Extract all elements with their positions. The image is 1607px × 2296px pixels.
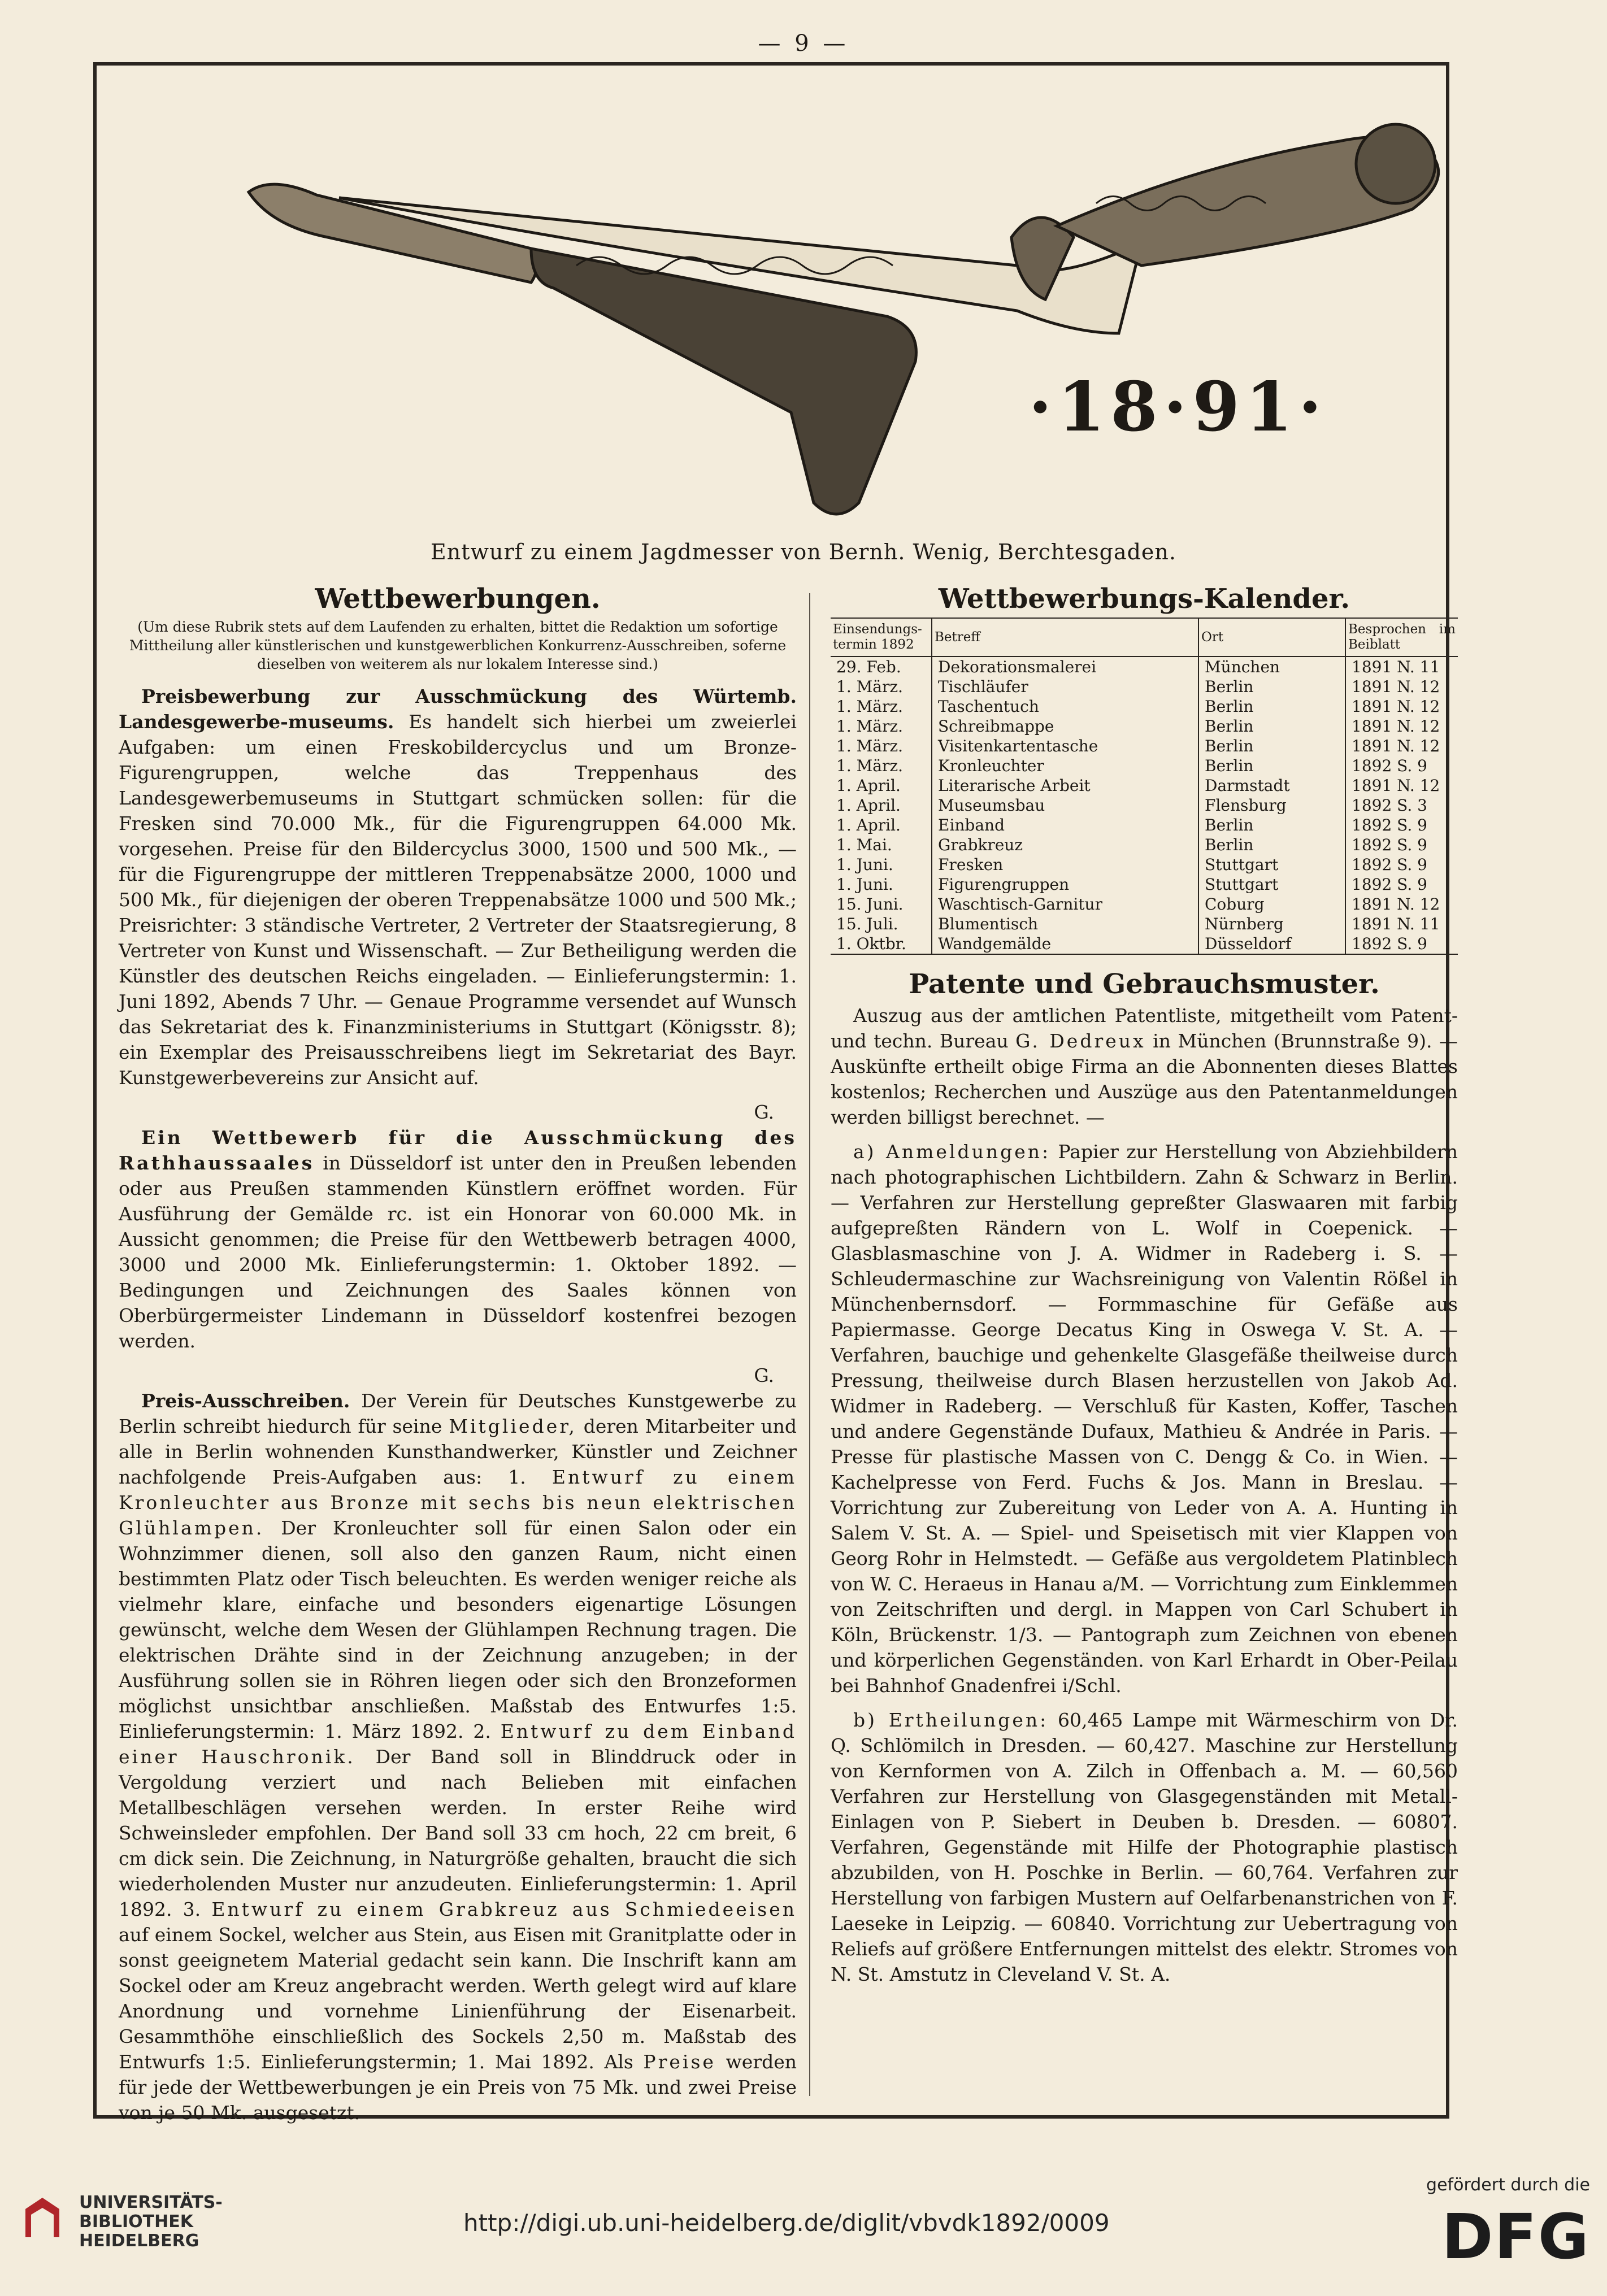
table-cell: Blumentisch (932, 914, 1198, 934)
table-cell: 1891 N. 12 (1345, 697, 1458, 716)
signature: G. (754, 1364, 774, 1386)
task-title: Entwurf zu einem Grabkreuz aus Schmiedeeisen (211, 1898, 797, 1920)
table-cell: Dekorationsmalerei (932, 656, 1198, 677)
table-cell: 1891 N. 12 (1345, 736, 1458, 756)
article-body: werden für jede der Wettbewerbungen je ein Preis von 75 Mk. und zwei Preise von je 50 Mk. ausgesetzt. (119, 2051, 797, 2124)
table-cell: 1891 N. 12 (1345, 894, 1458, 914)
section-label: b) Ertheilungen: (853, 1709, 1049, 1731)
table-cell: 15. Juli. (836, 915, 898, 933)
table-cell: 29. Feb. (836, 658, 901, 676)
table-cell: Einband (932, 815, 1198, 835)
editorial-note: (Um diese Rubrik stets auf dem Laufenden zu erhalten, bittet die Redaktion um sofortige Mittheilung aller künstlerischen und kunstgewerblichen Konkurrenz-Ausschreiben, soferne dieselben von weiterem als nur lokalem Interesse sind.) (129, 619, 787, 672)
table-cell: 1891 N. 11 (1345, 656, 1458, 677)
table-row (831, 736, 1458, 756)
table-cell: Darmstadt (1198, 776, 1345, 795)
footer-bar (0, 2147, 1607, 2296)
table-cell: Düsseldorf (1198, 934, 1345, 954)
table-cell: Stuttgart (1198, 855, 1345, 875)
table-cell: Nürnberg (1198, 914, 1345, 934)
table-cell: Museumsbau (932, 795, 1198, 815)
table-cell: Grabkreuz (932, 835, 1198, 855)
table-cell: Wandgemälde (932, 934, 1198, 954)
table-cell: Waschtisch-Garnitur (932, 894, 1198, 914)
funding-note: gefördert durch die (1426, 2175, 1590, 2195)
table-cell: 1891 N. 12 (1345, 716, 1458, 736)
table-cell: 1. Juni. (836, 855, 893, 874)
table-cell: 1892 S. 9 (1345, 934, 1458, 954)
section-body: Papier zur Herstellung von Abziehbildern nach photographischen Lichtbildern. Zahn & Schwarz in Berlin. — Verfahren zur Herstellung gepreßter Glaswaaren mit farbig aufgepreßten Rändern von L. Wolf in Coepenick. — Glasblasmaschine von J. A. Widmer in Radeberg i. S. — Schleudermaschine zur Wachsreinigung von Valentin Rößel in Münchenbernsdorf. — Formmaschine für Gefäße aus Papiermasse. George Decatus King in Oswega V. St. A. — Verfahren, bauchige und gehenkelte Glasgefäße theilweise durch Pressung, theilweise durch Blasen herzustellen von Jakob Ad. Widmer in Radeberg. — Verschluß für Kasten, Koffer, Taschen und andere Gegenstände Dufaux, Mathieu & Andrée in Paris. — Presse für plastische Massen von C. Dengg & Co. in Wien. — Kachelpresse von Ferd. Fuchs & Jos. Mann in Breslau. — Vorrichtung zur Zubereitung von Leder von A. A. Hunting in Salem V. St. A. — Spiel- und Speisetisch mit vier Klappen von Georg Rohr in Helmstedt. — Gefäße aus vergoldetem Platinblech von W. C. Heraeus in Hanau a/M. — Vorrichtung zum Einklemmen von Zeitschriften und dergl. in Mappen von Carl Schubert in Köln, Brückenstr. 1/3. — Pantograph zum Zeichnen von ebenen und körperlichen Gegenständen. von Karl Erhardt in Ober-Peilau bei Bahnhof Gnadenfrei i/Schl. (831, 1141, 1458, 1697)
section-body: 60,465 Lampe mit Wärmeschirm von Dr. Q. Schlömilch in Dresden. — 60,427. Maschine zur Herstellung von Kernformen von A. Zilch in Offenbach a. M. — 60,560 Verfahren zur Herstellung von Glasgegenständen mit Metall-Einlagen von P. Siebert in Deuben b. Dresden. — 60807. Verfahren, Gegenstände mit Hilfe der Photographie plastisch abzubilden, von H. Poschke in Berlin. — 60,764. Verfahren zur Herstellung von farbigen Mustern auf Oelfarbenanstrichen von F. Laeseke in Leipzig. — 60840. Vorrichtung zur Uebertragung von Reliefs auf größere Entfernungen mittelst des elektr. Stromes von N. St. Amstutz in Cleveland V. St. A. (831, 1709, 1458, 1985)
table-cell: 1. April. (836, 796, 901, 815)
table-cell: Berlin (1198, 756, 1345, 776)
table-cell: Kronleuchter (932, 756, 1198, 776)
article-body: Der Band soll in Blinddruck oder in Vergoldung verziert und nach Belieben mit einfachen Metallbeschlägen versehen werden. In erster Reihe wird Schweinsleder empfohlen. Der Band soll 33 cm hoch, 22 cm breit, 6 cm dick sein. Die Zeichnung, in Naturgröße gehalten, braucht die sich wiederholenden Muster nur anzudeuten. Einlieferungstermin: 1. April 1892. 3. (119, 1746, 797, 1920)
table-row (831, 716, 1458, 736)
table-cell: 15. Juni. (836, 895, 904, 914)
table-row (831, 756, 1458, 776)
table-row (831, 677, 1458, 697)
wettbewerbungen-heading: Wettbewerbungen. (315, 583, 601, 615)
table-cell: Berlin (1198, 697, 1345, 716)
table-row (831, 914, 1458, 934)
table-row (831, 875, 1458, 894)
article-title: Ein Wettbewerb für die Ausschmückung des Rathhaussaales (119, 1127, 797, 1174)
column-header: Ort (1198, 618, 1345, 656)
table-cell: 1892 S. 3 (1345, 795, 1458, 815)
table-cell: 1892 S. 9 (1345, 875, 1458, 894)
table-cell: Visitenkartentasche (932, 736, 1198, 756)
article-body: Der Verein für Deutsches Kunstgewerbe zu Berlin schreibt hiedurch für seine (119, 1390, 797, 1437)
table-cell: 1. Juni. (836, 875, 893, 894)
table-cell: 1. März. (836, 697, 904, 716)
table-cell: 1891 N. 12 (1345, 677, 1458, 697)
patents-ertheilungen (831, 1707, 1458, 1987)
article-body: auf einem Sockel, welcher aus Stein, aus Eisen mit Granitplatte oder in sonst geeignetem Material gedacht sein kann. Die Inschrift kann am Sockel oder am Kreuz angebracht werden. Werth gelegt wird auf klare Anordnung und vornehme Linienführung der Eisenarbeit. Gesammthöhe einschließlich des Sockels 2,50 m. Maßstab des Entwurfs 1:5. Einlieferungstermin; 1. Mai 1892. Als (119, 1924, 797, 2073)
patents-anmeldungen (831, 1139, 1458, 1698)
table-cell: Stuttgart (1198, 875, 1345, 894)
table-cell: 1892 S. 9 (1345, 815, 1458, 835)
table-cell: München (1198, 656, 1345, 677)
table-cell: Taschentuch (932, 697, 1198, 716)
table-cell: 1. April. (836, 776, 901, 795)
table-cell: Figurengruppen (932, 875, 1198, 894)
table-cell: 1892 S. 9 (1345, 756, 1458, 776)
dfg-logo: DFG (1441, 2201, 1590, 2273)
table-cell: 1891 N. 12 (1345, 776, 1458, 795)
article-preis-ausschreiben (119, 1388, 797, 2125)
column-header: Betreff (932, 618, 1198, 656)
illustration-caption: Entwurf zu einem Jagdmesser von Bernh. Wenig, Berchtesgaden. (431, 540, 1176, 564)
university-logo-icon (20, 2192, 65, 2243)
article-title: Preis-Ausschreiben. (141, 1390, 350, 1412)
article-body: deren Mitarbeiter und alle in Berlin wohnenden Kunsthandwerker, Künstler und Zeichner nachfolgende Preis-Aufgaben aus: 1. (119, 1415, 797, 1488)
table-cell: Berlin (1198, 677, 1345, 697)
table-cell: 1. Oktbr. (831, 934, 932, 954)
table-cell: 1. März. (836, 717, 904, 736)
task-title: Entwurf zu dem Einband einer Hauschronik. (119, 1720, 797, 1768)
article-rathhaussaal (119, 1125, 797, 1354)
table-row (831, 776, 1458, 795)
right-column (831, 582, 1458, 1996)
table-cell: 1891 N. 11 (1345, 914, 1458, 934)
table-row (831, 934, 1458, 954)
calendar-table (831, 618, 1458, 955)
table-row (831, 835, 1458, 855)
table-row (831, 855, 1458, 875)
patents-heading: Patente und Gebrauchsmuster. (909, 968, 1380, 1000)
column-header: Besprochen im Beiblatt (1345, 618, 1458, 656)
calendar-body (831, 656, 1458, 954)
intro-text: in München (Brunnstraße 9). — Auskünfte ertheilt obige Firma an die Abonnenten dieses Blattes kostenlos; Recherchen und Auszüge aus den Patentanmeldungen werden billigst berechnet. — (831, 1030, 1458, 1128)
table-cell: Schreibmappe (932, 716, 1198, 736)
table-cell: 1892 S. 9 (1345, 855, 1458, 875)
article-body: Es handelt sich hierbei um zweierlei Aufgaben: um einen Freskobildercyclus und um Bronze-Figurengruppen, welche das Treppenhaus des Landesgewerbemuseums in Stuttgart schmücken sollen: für die Fresken sind 70.000 Mk., für die Figurengruppen 64.000 Mk. vorgesehen. Preise für den Bildercyclus 3000, 1500 und 500 Mk., — für die Figurengruppe der mittleren Treppenabsätze 2000, 1000 und 500 Mk., für diejenigen der oberen Treppenabsätze 1000 und 500 Mk.; Preisrichter: 3 ständische Vertreter, 2 Vertreter der Staatsregierung, 8 Vertreter von Kunst und Wissenschaft. — Zur Betheiligung werden die Künstler des deutschen Reichs eingeladen. — Einlieferungstermin: 1. Juni 1892, Abends 7 Uhr. — Genaue Programme versendet auf Wunsch das Sekretariat des k. Finanzministeriums in Stuttgart (Königsstr. 8); ein Exemplar des Preisausschreibens liegt im Sekretariat des Bayr. Kunstgewerbevereins zur Ansicht auf. (119, 711, 797, 1089)
table-cell: 1. März. (836, 677, 904, 696)
calendar-heading: Wettbewerbungs-Kalender. (938, 583, 1350, 615)
source-url[interactable]: http://digi.ub.uni-heidelberg.de/diglit/vbvdk1892/0009 (463, 2209, 1110, 2237)
table-cell: 1. März. (836, 756, 904, 775)
column-header: Einsendungs-termin 1892 (831, 618, 932, 656)
patents-intro (831, 1003, 1458, 1130)
article-body: Der Kronleuchter soll für einen Salon oder ein Wohnzimmer dienen, soll also den ganzen Raum, nicht einen bestimmten Platz oder Tisch beleuchten. Es werden weniger reiche als vielmehr klare, einfache und besonders eigenartige Lösungen gewünscht, welche dem Wesen der Glühlampen Rechnung tragen. Die elektrischen Drähte sind in der Zeichnung anzugeben; in der Ausführung sollen sie in Röhren liegen oder sich den Bronzeformen möglichst unsichtbar anschließen. Maßstab des Entwurfes 1:5. Einlieferungstermin: 1. März 1892. 2. (119, 1517, 797, 1742)
table-cell: Berlin (1198, 815, 1345, 835)
column-divider (809, 593, 810, 2096)
table-cell: 1. April. (836, 816, 901, 834)
table-cell: Berlin (1198, 716, 1345, 736)
emphasis: Mitglieder, (449, 1415, 577, 1437)
table-cell: 1. März. (836, 737, 904, 755)
table-cell: 1892 S. 9 (1345, 835, 1458, 855)
article-title: Preisbewerbung zur Ausschmückung des Würtemb. Landesgewerbe-museums. (119, 685, 797, 733)
table-row (831, 656, 1458, 677)
table-cell: Berlin (1198, 835, 1345, 855)
table-cell: Coburg (1198, 894, 1345, 914)
table-cell: Literarische Arbeit (932, 776, 1198, 795)
intro-text: Auszug aus der amtlichen Patentliste, mitgetheilt vom Patent- und techn. Bureau (831, 1004, 1458, 1052)
page-number: — 9 — (758, 31, 849, 56)
signature: G. (754, 1101, 774, 1123)
table-cell: 1. Mai. (836, 836, 892, 854)
emphasis: Preise (643, 2051, 716, 2073)
bureau-name: G. Dedreux (1015, 1030, 1146, 1052)
article-body: in Düsseldorf ist unter den in Preußen lebenden oder aus Preußen stammenden Künstlern eröffnet worden. Für Ausführung der Gemälde rc. ist ein Honorar von 60.000 Mk. in Aussicht genommen; die Preise für den Wettbewerb betragen 4000, 3000 und 2000 Mk. Einlieferungstermin: 1. Oktober 1892. — Bedingungen und Zeichnungen des Saales können von Oberbürgermeister Lindemann in Düsseldorf kostenfrei bezogen werden. (119, 1152, 797, 1352)
university-name: UNIVERSITÄTS- BIBLIOTHEK HEIDELBERG (79, 2193, 223, 2251)
table-row (831, 697, 1458, 716)
hunting-knife-illustration (237, 96, 1469, 525)
table-cell: Flensburg (1198, 795, 1345, 815)
article-landesgewerbemuseum (119, 684, 797, 1090)
table-cell: Berlin (1198, 736, 1345, 756)
section-label: a) Anmeldungen: (853, 1141, 1051, 1163)
table-cell: Tischläufer (932, 677, 1198, 697)
table-row (831, 894, 1458, 914)
left-column (119, 582, 797, 2134)
table-row (831, 795, 1458, 815)
table-row (831, 815, 1458, 835)
table-cell: Fresken (932, 855, 1198, 875)
year-emblem: ·18·91· (1028, 367, 1328, 447)
task-title: Entwurf zu einem Kronleuchter aus Bronze mit sechs bis neun elektrischen Glühlampen. (119, 1466, 797, 1539)
